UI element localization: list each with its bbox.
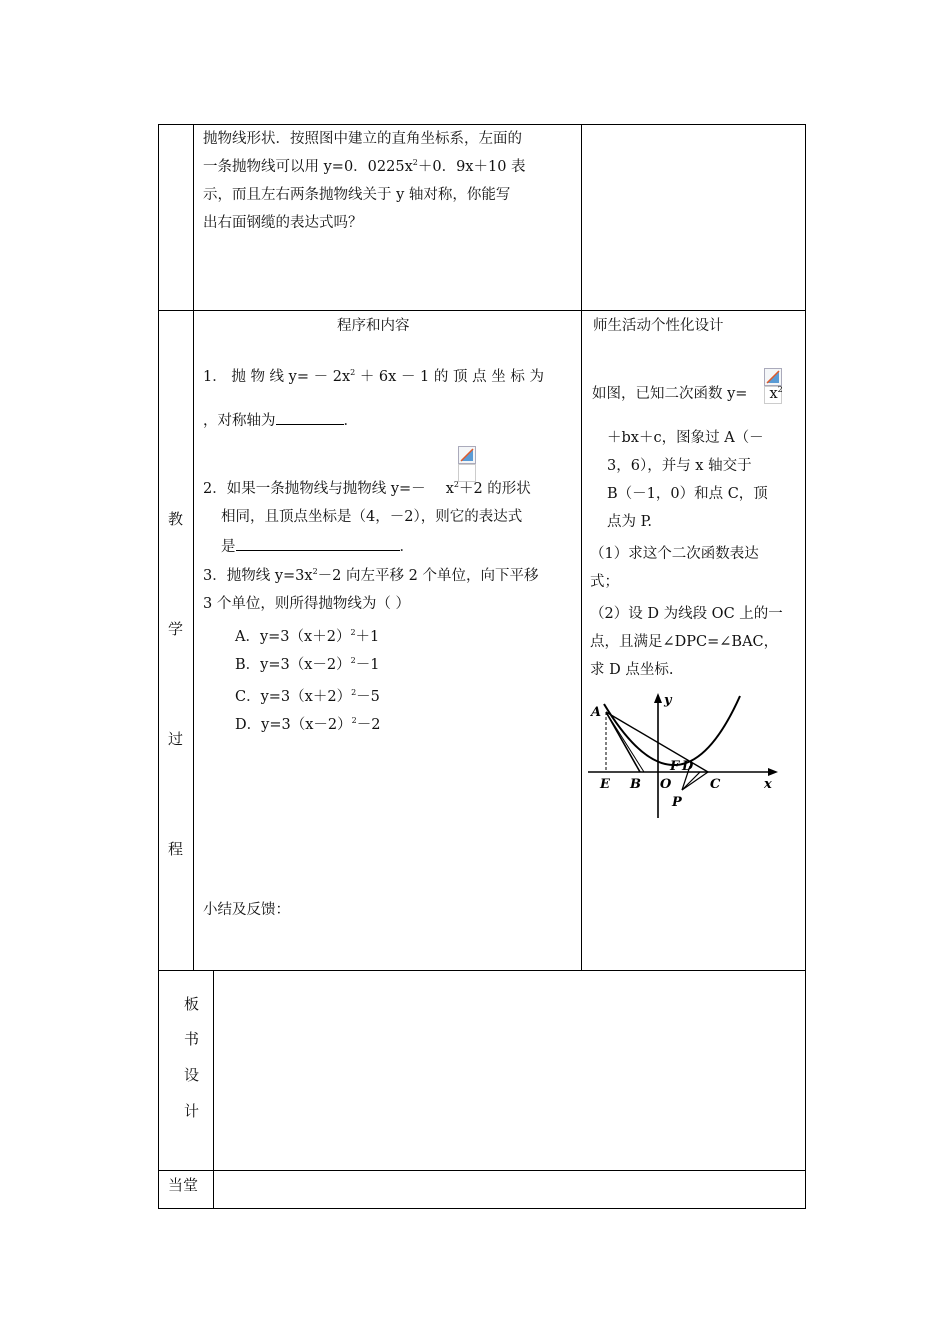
- header-program: 程序和内容: [337, 318, 410, 334]
- q1a: 1． 抛 物 线 y= － 2x: [203, 369, 351, 385]
- problem-line-2: ＋bx＋c，图象过 A（－: [607, 430, 764, 446]
- q2e: 是: [221, 539, 236, 555]
- sup-2: 2: [312, 567, 318, 576]
- q2c: ＋2 的形状: [458, 481, 531, 497]
- problem-line-7: 式；: [590, 574, 619, 590]
- q3-line-2: 3 个单位，则所得抛物线为（ ）: [203, 596, 410, 612]
- problem-line-1: [592, 387, 783, 402]
- problem-l1: 如图，已知二次函数 y=: [592, 386, 748, 402]
- q2b: x: [445, 481, 454, 497]
- sup-2: 2: [350, 656, 356, 665]
- intro-line-2a: 一条抛物线可以用 y=0．0225x: [203, 159, 413, 175]
- label-jiao: 教: [168, 510, 184, 528]
- q2f: ．: [399, 539, 414, 555]
- q1c: ，对称轴为: [203, 413, 276, 429]
- q1b: ＋ 6x － 1 的 顶 点 坐 标 为: [355, 369, 544, 385]
- sup-2: 2: [453, 480, 459, 489]
- label-f: F: [670, 759, 680, 774]
- table-bottom-border: [158, 1208, 806, 1209]
- option-a-post: ＋1: [355, 629, 380, 645]
- label-a: A: [591, 705, 602, 720]
- parabola-figure: [588, 690, 784, 820]
- q3b: －2 向左平移 2 个单位，向下平移: [317, 568, 539, 584]
- intro-line-3: 示，而且左右两条抛物线关于 y 轴对称，你能写: [203, 187, 511, 203]
- x-axis-arrow: [768, 768, 778, 776]
- problem-line-10: 求 D 点坐标.: [590, 662, 674, 678]
- summary-label: 小结及反馈：: [203, 902, 290, 918]
- row3-bottom-border: [158, 1170, 806, 1171]
- label-e: E: [600, 777, 610, 792]
- table-left-border: [158, 124, 159, 1209]
- q2a: 2．如果一条抛物线与抛物线 y=－: [203, 481, 426, 497]
- y-axis-arrow: [654, 693, 662, 703]
- sup-2: 2: [351, 688, 357, 697]
- q2-line-2: 相同，且顶点坐标是（4，－2），则它的表达式: [221, 509, 523, 525]
- label-b: B: [630, 777, 641, 792]
- header-activity: 师生活动个性化设计: [593, 318, 724, 334]
- answer-blank[interactable]: [276, 412, 344, 425]
- board-label-divider: [213, 970, 214, 1171]
- problem-line-9: 点，且满足∠DPC=∠BAC，: [590, 634, 779, 650]
- fraction-image-q2: [458, 446, 476, 482]
- option-b-post: －1: [355, 657, 380, 673]
- label-c: C: [710, 777, 721, 792]
- row1-bottom-border: [158, 310, 806, 311]
- option-c[interactable]: [235, 690, 380, 705]
- label-o: O: [660, 777, 672, 792]
- q1-line-2: [203, 412, 358, 429]
- parabola-curve: [604, 696, 740, 765]
- table-right-border: [805, 124, 806, 1209]
- segment-pc: [682, 772, 708, 790]
- sup-2: 2: [351, 716, 357, 725]
- sup-2: 2: [350, 628, 356, 637]
- problem-line-4: B（－1，0）和点 C，顶: [607, 486, 768, 502]
- option-c-post: －5: [356, 689, 380, 705]
- problem-line-6: （1）求这个二次函数表达: [590, 546, 759, 562]
- class-label-divider: [213, 1170, 214, 1209]
- option-c-pre: C．y=3（x＋2）: [235, 689, 352, 705]
- intro-line-1: 抛物线形状．按照图中建立的直角坐标系，左面的: [203, 131, 522, 147]
- label-ban: 板: [184, 995, 200, 1013]
- answer-blank[interactable]: [236, 538, 400, 551]
- option-d-pre: D．y=3（x－2）: [235, 717, 352, 733]
- problem-line-5: 点为 P.: [607, 514, 653, 530]
- label-dangtang: 当堂: [168, 1176, 199, 1194]
- label-p: P: [672, 795, 682, 810]
- content-col-divider: [581, 124, 582, 971]
- problem-line-8: （2）设 D 为线段 OC 上的一: [590, 606, 783, 622]
- option-d-post: －2: [356, 717, 381, 733]
- q3a: 3．抛物线 y=3x: [203, 568, 313, 584]
- sup-2: 2: [350, 368, 356, 377]
- problem-l1b: x: [769, 386, 778, 402]
- q3-line-1: [203, 569, 538, 584]
- problem-line-3: 3，6），并与 x 轴交于: [607, 458, 752, 474]
- option-b-pre: B．y=3（x－2）: [235, 657, 351, 673]
- label-d: D: [682, 759, 694, 774]
- intro-line-2b: ＋0．9x＋10 表: [417, 159, 526, 175]
- row2-bottom-border: [158, 970, 806, 971]
- intro-line-4: 出右面钢缆的表达式吗？: [203, 215, 363, 231]
- label-she: 设: [184, 1066, 200, 1084]
- option-d[interactable]: [235, 718, 380, 733]
- label-y: y: [664, 693, 672, 708]
- option-b[interactable]: [235, 658, 379, 673]
- label-x: x: [764, 777, 772, 792]
- label-guo: 过: [168, 730, 184, 748]
- option-a[interactable]: [235, 630, 379, 645]
- label-ji: 计: [184, 1102, 200, 1120]
- sup-2: 2: [777, 385, 783, 394]
- sup-2: 2: [412, 158, 418, 167]
- segment-ab2: [606, 712, 644, 772]
- q1d: ．: [343, 413, 358, 429]
- label-col-divider: [193, 124, 194, 971]
- intro-line-2: [203, 160, 526, 175]
- label-shu: 书: [184, 1030, 200, 1048]
- table-top-border: [158, 124, 806, 125]
- label-xue: 学: [168, 620, 184, 638]
- label-cheng: 程: [168, 840, 184, 858]
- q2-line-1: [203, 482, 531, 497]
- segment-ab: [606, 712, 640, 772]
- option-a-pre: A．y=3（x＋2）: [235, 629, 351, 645]
- q1-line: [203, 370, 544, 385]
- q2-line-3: [221, 538, 414, 555]
